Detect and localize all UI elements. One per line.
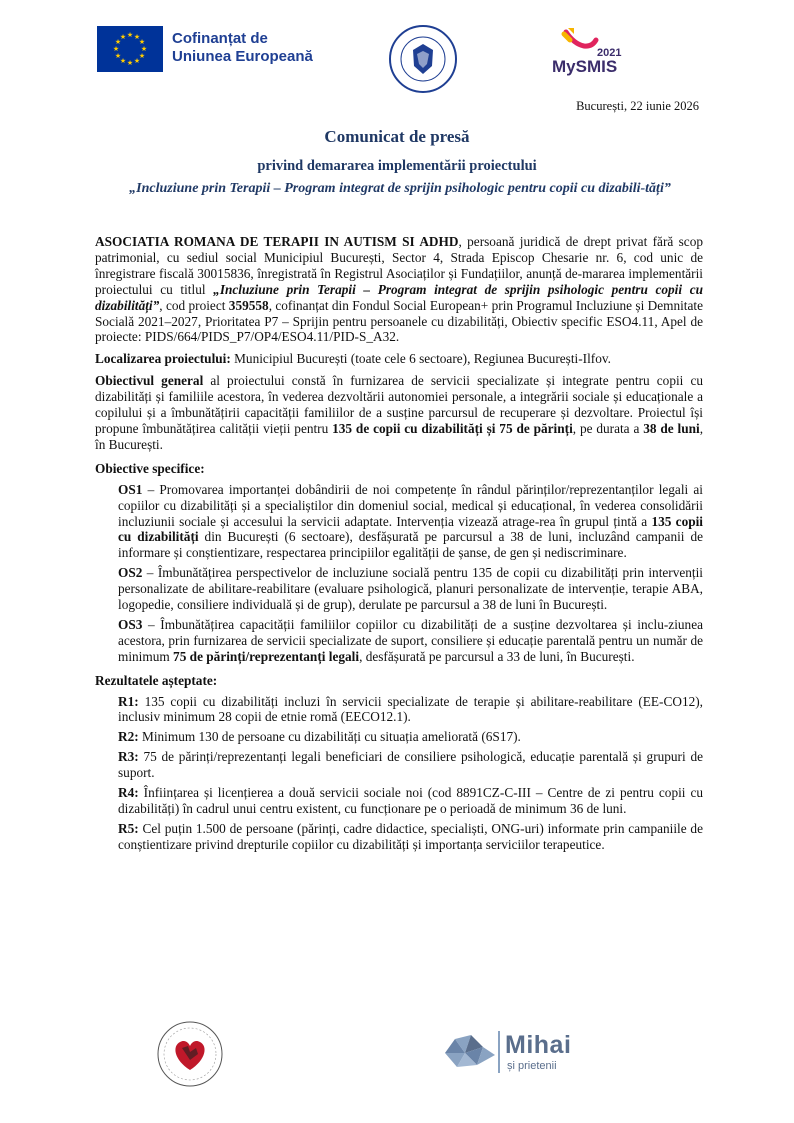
intro-project-title: „Incluziune prin Terapii – Program integrat de sprijin psihologic pentru copii cu dizabilități”: [95, 281, 703, 313]
mihai-logo-icon: [441, 1033, 499, 1071]
os1-text-2: din București (6 sectoare), desfășurată pe parcursul a 38 de luni, incluzând campanii de informare și conștientizare, respectarea principiilor egalității de șanse, de gen și nediscriminare.: [118, 529, 704, 561]
os2-paragraph: [95, 565, 703, 613]
association-logo: [156, 1020, 224, 1088]
intro-paragraph: [95, 234, 703, 345]
os3-text-2: , desfășurată pe parcursul a 33 de luni, în București.: [359, 648, 635, 664]
intro-text-2: , cod proiect: [159, 297, 229, 313]
result-item: [95, 821, 703, 853]
eu-line-1: Cofinanțat de: [172, 30, 268, 47]
mihai-divider: [498, 1031, 500, 1073]
project-title: „Incluziune prin Terapii – Program integrat de sprijin psihologic pentru copii cu dizabili-tăți”: [129, 181, 671, 196]
intro-text-3: , cofinanțat din Fondul Social European+ prin Programul Incluziune și Demnitate Socială 2021–2027, Prioritatea P7 – Sprijin pentru persoanele cu dizabilități, Obiectiv specific ESO4.11, Apel de proiecte: PIDS/664/PIDS_P7/OP4/ESO4.11/PID-S_A32.: [95, 297, 703, 345]
os3-label: OS3: [118, 616, 143, 632]
os3-paragraph: [95, 617, 703, 665]
result-text: Minimum 130 de persoane cu dizabilități cu situația ameliorată (6S17).: [138, 729, 521, 745]
result-text: Înființarea și licențierea a două servicii sociale noi (cod 8891CZ-C-III – Centre de zi pentru copii cu dizabilități) în cadrul unui centru existent, cu funcționare pe o perioadă de minimum 36 de luni.: [118, 785, 703, 816]
os2-label: OS2: [118, 565, 143, 581]
intro-text: , persoană juridică de drept privat fără scop patrimonial, cu sediul social Municipiul București, Sector 4, Strada Episcop Chesarie nr. 6, cod unic de înregistrare fiscală 30015836, înregistrată în Registrul Asociaților și Fundațiilor, anunță de-mararea implementării proiectului cu titlul: [95, 234, 703, 297]
svg-text:★: ★: [114, 38, 122, 46]
result-item: [95, 729, 703, 745]
location-text: Municipiul București (toate cele 6 sectoare), Regiunea București-Ilfov.: [230, 351, 611, 367]
location-paragraph: [95, 351, 703, 367]
svg-text:★: ★: [112, 45, 120, 53]
svg-text:★: ★: [119, 33, 127, 41]
svg-text:★: ★: [126, 31, 134, 39]
result-label: R5:: [118, 820, 139, 836]
result-label: R2:: [118, 729, 139, 745]
general-text-1: al proiectului constă în furnizarea de servicii specializate și integrate pentru copii cu dizabilități și familiile acestora, în vederea dezvoltării autonomiei personale, a integrării sociale și educaționale a copilului și a îmbunătățirii capacității familiilor de a susține parcursul de recuperare și dezvoltare. Proiectul își propune îmbunătățirea calității vieții pentru: [95, 373, 704, 436]
svg-text:★: ★: [114, 52, 122, 60]
location-label: Localizarea proiectului:: [95, 351, 231, 367]
general-bold-1: 135 de copii cu dizabilități și 75 de părinți: [332, 420, 573, 436]
svg-text:★: ★: [138, 52, 146, 60]
os1-text-1: – Promovarea importanței dobândirii de noi competențe în rândul părinților/reprezentanților legali ai copiilor cu dizabilități și a specialiștilor din domeniul social, medical și educațional, în vederea consolidării incluziunii sociale și accesului la servicii adaptate. Intervenția vizează atrage-rea în grupul țintă a: [118, 481, 703, 529]
result-label: R3:: [118, 749, 139, 765]
general-objective-paragraph: [95, 373, 703, 453]
svg-text:★: ★: [140, 45, 148, 53]
press-release-body: [95, 234, 703, 857]
os1-label: OS1: [118, 481, 143, 497]
result-item: [95, 694, 703, 726]
svg-text:★: ★: [138, 38, 146, 46]
project-code: 359558: [228, 297, 269, 313]
document-date: București, 22 iunie 2026: [576, 99, 699, 113]
eu-flag-logo: [97, 26, 163, 72]
general-objective-label: Obiectivul general: [95, 373, 204, 389]
os3-bold: 75 de părinți/reprezentanți legali: [173, 648, 360, 664]
mysmis-year: 2021: [597, 47, 622, 59]
result-text: 75 de părinți/reprezentanți legali beneficiari de consiliere psihologică, educație parentală și grupuri de suport.: [118, 749, 703, 781]
result-label: R1:: [118, 693, 139, 709]
result-text: 135 copii cu dizabilități incluzi în servicii specializate de terapie și abilitare-reabilitare (EE-CO12), inclusiv minimum 28 copii de etnie romă (EECO12.1).: [118, 693, 703, 725]
mysmis-name: MySMIS: [552, 57, 618, 76]
general-text-2: , pe durata a: [572, 420, 644, 436]
svg-text:★: ★: [133, 57, 141, 65]
government-seal-logo: [388, 24, 458, 94]
eu-line-2: Uniunea Europeană: [172, 48, 313, 65]
organization-name: ASOCIATIA ROMANA DE TERAPII IN AUTISM SI ADHD: [95, 234, 459, 249]
general-text-3: , în București.: [95, 420, 704, 452]
os3-text-1: – Îmbunătățirea capacității familiilor copiilor cu dizabilități de a susține dezvoltarea și inclu-ziunea acestora, prin furnizarea de servicii specializate de suport, consiliere și educație parentală pentru un număr de minimum: [118, 616, 703, 664]
results-heading: Rezultatele așteptate:: [95, 672, 218, 688]
result-label: R4:: [118, 785, 139, 801]
mihai-logo-subtitle: și prietenii: [507, 1060, 557, 1072]
mihai-logo-name: Mihai: [505, 1031, 572, 1059]
os2-text: – Îmbunătățirea perspectivelor de incluziune socială pentru 135 de copii cu dizabilități prin intervenții personalizate de abilitare-reabilitare (evaluare psihologică, planuri personalizate de intervenție, terapie ABA, logopedie, consiliere individuală și de grup), derulate pe parcursul a 38 de luni în București.: [118, 565, 703, 613]
svg-text:★: ★: [133, 33, 141, 41]
result-text: Cel puțin 1.500 de persoane (părinți, cadre didactice, specialiști, ONG-uri) informate prin campaniile de conștientizare privind drepturile copiilor cu dizabilități și importanța serviciilor terapeutice.: [118, 820, 703, 852]
eu-cofinanced-label: [172, 30, 313, 66]
svg-text:★: ★: [119, 57, 127, 65]
general-bold-2: 38 de luni: [643, 420, 700, 436]
document-subtitle: privind demararea implementării proiectului: [257, 158, 537, 174]
result-item: [95, 785, 703, 817]
svg-text:★: ★: [126, 59, 134, 67]
os1-bold: 135 copii cu dizabilități: [118, 513, 704, 545]
os1-paragraph: [95, 482, 703, 562]
specific-objectives-heading: Obiective specifice:: [95, 460, 205, 476]
result-item: [95, 749, 703, 781]
document-title: Comunicat de presă: [324, 127, 470, 146]
